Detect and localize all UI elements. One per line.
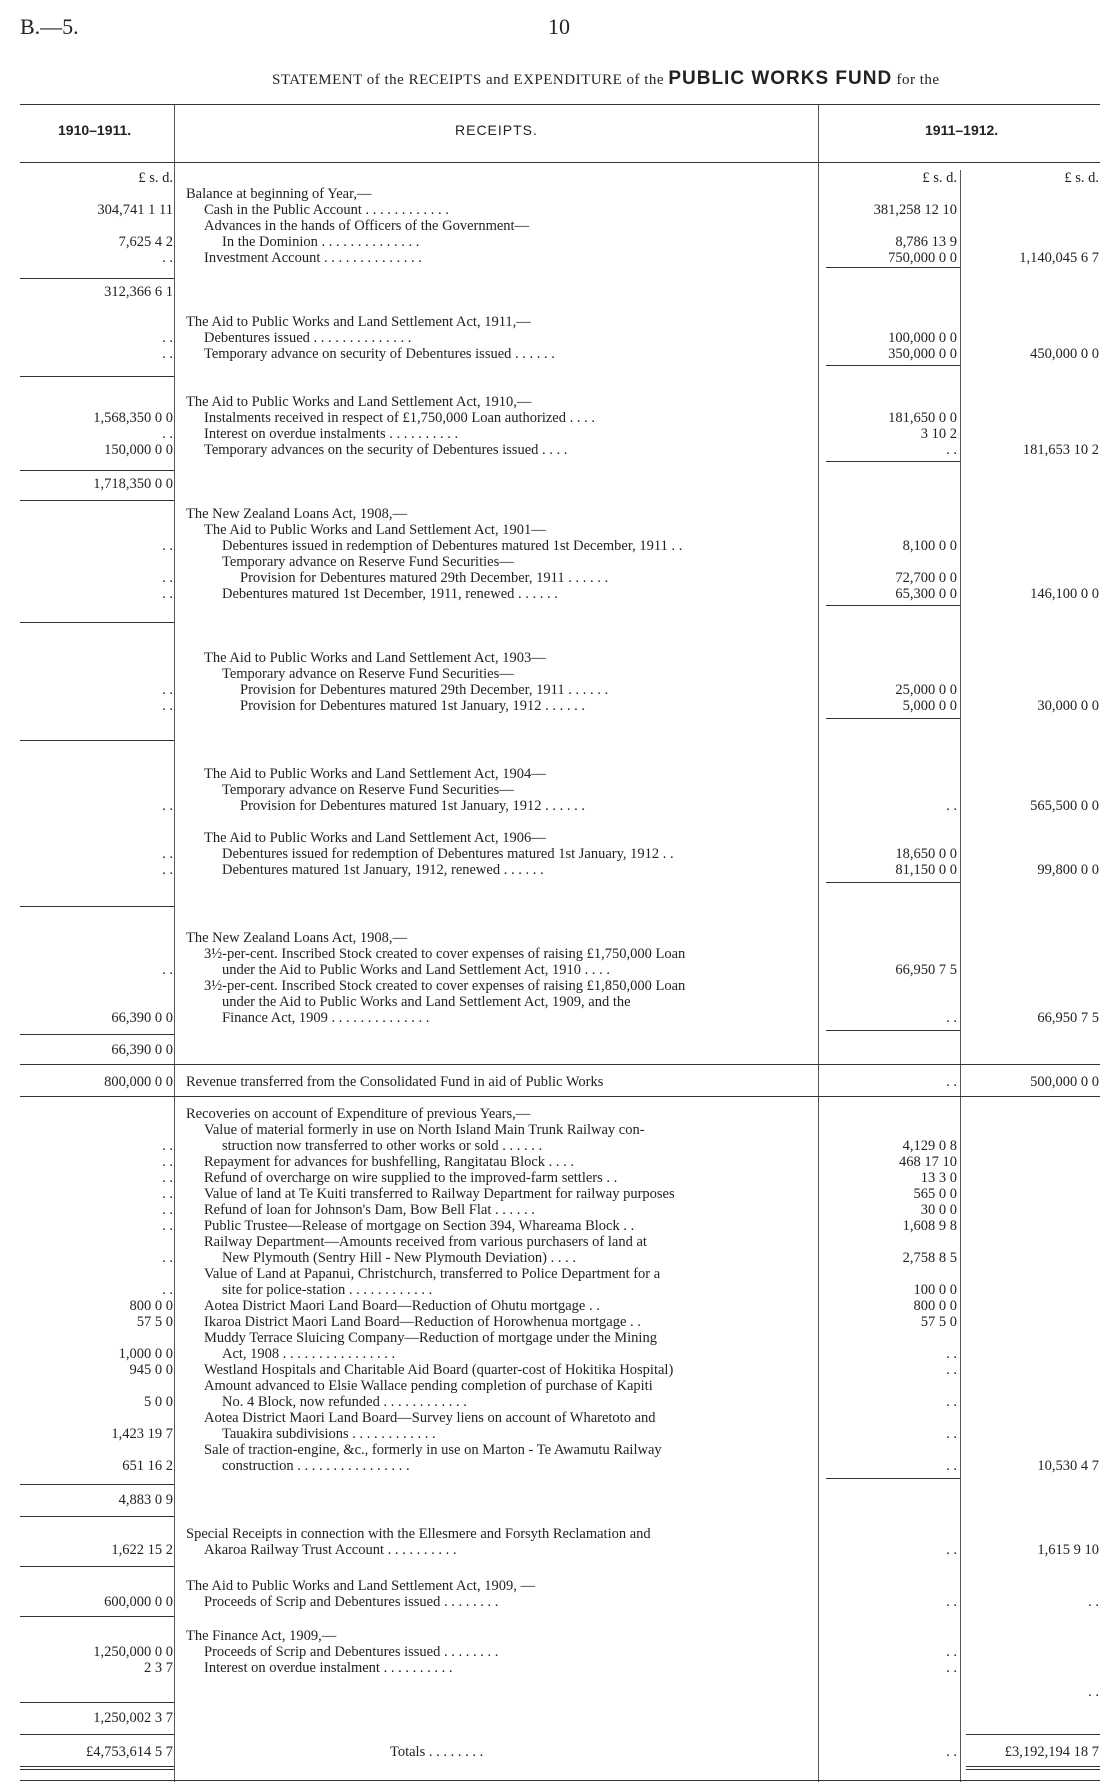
receipt-description: Temporary advance on security of Debentures issued . . . . . . bbox=[204, 346, 555, 362]
amount-1911-1912-total: 99,800 0 0 bbox=[1037, 862, 1099, 878]
totals-cur-year: £3,192,194 18 7 bbox=[1004, 1744, 1099, 1760]
title-suffix: for the bbox=[896, 72, 940, 88]
receipt-description: Finance Act, 1909 . . . . . . . . . . . . . . bbox=[222, 1010, 430, 1026]
receipt-description: New Plymouth (Sentry Hill - New Plymouth Deviation) . . . . bbox=[222, 1250, 577, 1266]
col-header-prev-year: 1910–1911. bbox=[58, 122, 132, 138]
column-divider-3 bbox=[960, 170, 961, 1782]
table-bottom-rule bbox=[20, 1780, 1100, 1781]
receipt-description: Balance at beginning of Year,— bbox=[186, 186, 372, 202]
amount-1911-1912-item: . . bbox=[946, 1394, 957, 1410]
receipt-description: site for police-station . . . . . . . . . . . . bbox=[222, 1282, 433, 1298]
amount-1910-1911: 57 5 0 bbox=[136, 1314, 173, 1330]
sum-rule bbox=[826, 267, 960, 268]
receipt-description: The Finance Act, 1909,— bbox=[186, 1628, 337, 1644]
amount-1910-1911: 600,000 0 0 bbox=[104, 1594, 173, 1610]
currency-header-totals: £ s. d. bbox=[1064, 170, 1099, 186]
amount-1911-1912-item: 57 5 0 bbox=[920, 1314, 957, 1330]
amount-1911-1912-total: 181,653 10 2 bbox=[1022, 442, 1099, 458]
amount-1911-1912-item: . . bbox=[946, 1010, 957, 1026]
sum-rule bbox=[20, 906, 174, 907]
receipt-description: Act, 1908 . . . . . . . . . . . . . . . . bbox=[222, 1346, 396, 1362]
receipt-description: The Aid to Public Works and Land Settlement Act, 1909, — bbox=[186, 1578, 535, 1594]
sum-rule bbox=[826, 605, 960, 606]
amount-1910-1911: . . bbox=[162, 698, 173, 714]
receipt-description: Aotea District Maori Land Board—Survey liens on account of Wharetoto and bbox=[204, 1410, 656, 1426]
amount-1911-1912-item: 4,129 0 8 bbox=[902, 1138, 957, 1154]
amount-1911-1912-item: 8,786 13 9 bbox=[895, 234, 957, 250]
receipt-description: Aotea District Maori Land Board—Reduction of Ohutu mortgage . . bbox=[204, 1298, 600, 1314]
amount-1910-1911: . . bbox=[162, 570, 173, 586]
receipt-description: under the Aid to Public Works and Land Settlement Act, 1910 . . . . bbox=[222, 962, 611, 978]
receipt-description: Refund of loan for Johnson's Dam, Bow Bell Flat . . . . . . bbox=[204, 1202, 535, 1218]
amount-1910-1911: 945 0 0 bbox=[129, 1362, 173, 1378]
receipt-description: Value of Land at Papanui, Christchurch, transferred to Police Department for a bbox=[204, 1266, 661, 1282]
receipt-description: The Aid to Public Works and Land Settlement Act, 1904— bbox=[204, 766, 546, 782]
receipt-description: Ikaroa District Maori Land Board—Reduction of Horowhenua mortgage . . bbox=[204, 1314, 641, 1330]
amount-1910-1911: 1,622 15 2 bbox=[111, 1542, 173, 1558]
receipt-description: 3½-per-cent. Inscribed Stock created to cover expenses of raising £1,750,000 Loan bbox=[204, 946, 686, 962]
sum-rule bbox=[20, 1034, 174, 1035]
amount-1911-1912-item: 750,000 0 0 bbox=[888, 250, 957, 266]
amount-1910-1911: . . bbox=[162, 1282, 173, 1298]
sum-rule bbox=[826, 1478, 960, 1479]
amount-1911-1912-item: 13 3 0 bbox=[920, 1170, 957, 1186]
receipt-description: Debentures issued . . . . . . . . . . . . . . bbox=[204, 330, 412, 346]
title-prefix: STATEMENT of the RECEIPTS and EXPENDITURE of the bbox=[272, 72, 665, 88]
amount-1911-1912-total: 66,950 7 5 bbox=[1037, 1010, 1099, 1026]
receipt-description: Interest on overdue instalment . . . . . . . . . . bbox=[204, 1660, 453, 1676]
receipt-description: Cash in the Public Account . . . . . . . . . . . . bbox=[204, 202, 449, 218]
amount-1910-1911: . . bbox=[162, 250, 173, 266]
receipt-description: Sale of traction-engine, &c., formerly in use on Marton - Te Awamutu Railway bbox=[204, 1442, 662, 1458]
amount-1910-1911: 304,741 1 11 bbox=[97, 202, 173, 218]
amount-1910-1911: . . bbox=[162, 1154, 173, 1170]
receipt-description: The New Zealand Loans Act, 1908,— bbox=[186, 506, 408, 522]
double-rule bbox=[966, 1769, 1100, 1770]
amount-1910-1911: . . bbox=[162, 1202, 173, 1218]
receipt-description: Akaroa Railway Trust Account . . . . . . . . . . bbox=[204, 1542, 457, 1558]
receipt-description: Railway Department—Amounts received from various purchasers of land at bbox=[204, 1234, 647, 1250]
receipt-description: The Aid to Public Works and Land Settlement Act, 1910,— bbox=[186, 394, 532, 410]
receipt-description: Repayment for advances for bushfelling, Rangitatau Block . . . . bbox=[204, 1154, 575, 1170]
receipt-description: Provision for Debentures matured 29th December, 1911 . . . . . . bbox=[240, 570, 609, 586]
sum-rule bbox=[20, 1516, 174, 1517]
receipt-description: Interest on overdue instalments . . . . . . . . . . bbox=[204, 426, 459, 442]
amount-1911-1912-item: . . bbox=[946, 1458, 957, 1474]
amount-1910-1911: . . bbox=[162, 682, 173, 698]
receipt-description: construction . . . . . . . . . . . . . . . . bbox=[222, 1458, 410, 1474]
receipt-description: The Aid to Public Works and Land Settlement Act, 1906— bbox=[204, 830, 546, 846]
statement-title bbox=[272, 68, 940, 90]
sum-rule bbox=[966, 1734, 1100, 1735]
amount-1911-1912-total: 1,615 9 10 bbox=[1037, 1542, 1099, 1558]
totals-label: Totals . . . . . . . . bbox=[390, 1744, 484, 1760]
amount-1910-1911: 800 0 0 bbox=[129, 1298, 173, 1314]
amount-1910-1911: 1,423 19 7 bbox=[111, 1426, 173, 1442]
receipt-description: Proceeds of Scrip and Debentures issued . . . . . . . . bbox=[204, 1644, 499, 1660]
amount-1910-1911: 66,390 0 0 bbox=[111, 1042, 173, 1058]
header-bottom-rule bbox=[20, 162, 1100, 163]
receipt-description: The Aid to Public Works and Land Settlement Act, 1911,— bbox=[186, 314, 531, 330]
receipt-description: In the Dominion . . . . . . . . . . . . . . bbox=[222, 234, 420, 250]
page-number: 10 bbox=[548, 14, 570, 39]
amount-1911-1912-item: . . bbox=[946, 1660, 957, 1676]
receipt-description: Provision for Debentures matured 1st January, 1912 . . . . . . bbox=[240, 798, 585, 814]
sum-rule bbox=[20, 500, 174, 501]
receipt-description: Debentures issued in redemption of Debentures matured 1st December, 1911 . . bbox=[222, 538, 683, 554]
amount-1911-1912-item: 565 0 0 bbox=[913, 1186, 957, 1202]
receipt-description: Instalments received in respect of £1,750,000 Loan authorized . . . . bbox=[204, 410, 595, 426]
amount-1911-1912-total: . . bbox=[1088, 1684, 1099, 1700]
receipt-description: Temporary advance on Reserve Fund Securities— bbox=[222, 666, 514, 682]
receipt-description: Debentures matured 1st January, 1912, renewed . . . . . . bbox=[222, 862, 544, 878]
receipt-description: 3½-per-cent. Inscribed Stock created to cover expenses of raising £1,850,000 Loan bbox=[204, 978, 686, 994]
sum-rule bbox=[20, 740, 174, 741]
amount-1911-1912-item: 66,950 7 5 bbox=[895, 962, 957, 978]
amount-1911-1912-item: 181,650 0 0 bbox=[888, 410, 957, 426]
amount-1911-1912-item: . . bbox=[946, 1594, 957, 1610]
amount-1911-1912-total: 450,000 0 0 bbox=[1030, 346, 1099, 362]
currency-header-prev: £ s. d. bbox=[138, 170, 173, 186]
amount-1910-1911: 4,883 0 9 bbox=[118, 1492, 173, 1508]
amount-1911-1912-item: 2,758 8 5 bbox=[902, 1250, 957, 1266]
amount-1910-1911: . . bbox=[162, 962, 173, 978]
sum-rule bbox=[826, 718, 960, 719]
receipt-description: Westland Hospitals and Charitable Aid Board (quarter-cost of Hokitika Hospital) bbox=[204, 1362, 674, 1378]
sum-rule bbox=[20, 470, 174, 471]
amount-1911-1912-item: 30 0 0 bbox=[920, 1202, 957, 1218]
amount-1911-1912-total: 10,530 4 7 bbox=[1037, 1458, 1099, 1474]
amount-1911-1912-item: 100 0 0 bbox=[913, 1282, 957, 1298]
amount-1910-1911: . . bbox=[162, 346, 173, 362]
receipt-description: Public Trustee—Release of mortgage on Section 394, Whareama Block . . bbox=[204, 1218, 635, 1234]
amount-1911-1912-item: . . bbox=[946, 442, 957, 458]
column-divider-1 bbox=[174, 105, 175, 1782]
amount-1911-1912-item: . . bbox=[946, 1644, 957, 1660]
receipt-description: struction now transferred to other works or sold . . . . . . bbox=[222, 1138, 543, 1154]
amount-1910-1911: 1,250,000 0 0 bbox=[93, 1644, 173, 1660]
receipt-description: Provision for Debentures matured 1st January, 1912 . . . . . . bbox=[240, 698, 585, 714]
amount-1911-1912-item: . . bbox=[946, 1074, 957, 1090]
amount-1910-1911: 800,000 0 0 bbox=[104, 1074, 173, 1090]
sum-rule bbox=[20, 1616, 174, 1617]
amount-1910-1911: . . bbox=[162, 862, 173, 878]
sum-rule bbox=[20, 1566, 174, 1567]
amount-1910-1911: 1,000 0 0 bbox=[118, 1346, 173, 1362]
amount-1911-1912-item: 81,150 0 0 bbox=[895, 862, 957, 878]
amount-1910-1911: . . bbox=[162, 1138, 173, 1154]
amount-1910-1911: 150,000 0 0 bbox=[104, 442, 173, 458]
receipt-description: Proceeds of Scrip and Debentures issued . . . . . . . . bbox=[204, 1594, 499, 1610]
amount-1911-1912-total: 1,140,045 6 7 bbox=[1019, 250, 1099, 266]
amount-1910-1911: . . bbox=[162, 1218, 173, 1234]
amount-1911-1912-item: 1,608 9 8 bbox=[902, 1218, 957, 1234]
receipt-description: Value of land at Te Kuiti transferred to Railway Department for railway purposes bbox=[204, 1186, 675, 1202]
receipt-description: Amount advanced to Elsie Wallace pending completion of purchase of Kapiti bbox=[204, 1378, 653, 1394]
amount-1910-1911: 1,718,350 0 0 bbox=[93, 476, 173, 492]
receipt-description: Temporary advance on Reserve Fund Securities— bbox=[222, 554, 514, 570]
column-divider-2 bbox=[818, 105, 819, 1782]
sum-rule bbox=[20, 376, 174, 377]
double-rule bbox=[20, 1769, 174, 1770]
receipt-description: Refund of overcharge on wire supplied to the improved-farm settlers . . bbox=[204, 1170, 618, 1186]
receipt-description: Recoveries on account of Expenditure of previous Years,— bbox=[186, 1106, 531, 1122]
double-rule bbox=[20, 1766, 174, 1767]
amount-1911-1912-item: . . bbox=[946, 1362, 957, 1378]
receipt-description: The New Zealand Loans Act, 1908,— bbox=[186, 930, 408, 946]
amount-1911-1912-item: 72,700 0 0 bbox=[895, 570, 957, 586]
receipt-description: Debentures issued for redemption of Debentures matured 1st January, 1912 . . bbox=[222, 846, 674, 862]
amount-1910-1911: 1,568,350 0 0 bbox=[93, 410, 173, 426]
col-header-cur-year: 1911–1912. bbox=[925, 122, 999, 138]
amount-1910-1911: 5 0 0 bbox=[144, 1394, 173, 1410]
amount-1911-1912-item: 381,258 12 10 bbox=[873, 202, 957, 218]
currency-header-items: £ s. d. bbox=[922, 170, 957, 186]
sum-rule bbox=[20, 1484, 174, 1485]
title-bold: PUBLIC WORKS FUND bbox=[668, 68, 893, 89]
amount-1911-1912-item: 18,650 0 0 bbox=[895, 846, 957, 862]
amount-1910-1911: 2 3 7 bbox=[144, 1660, 173, 1676]
section-rule bbox=[20, 1064, 1100, 1065]
sum-rule bbox=[826, 1030, 960, 1031]
amount-1911-1912-item: . . bbox=[946, 1542, 957, 1558]
amount-1911-1912-total: 500,000 0 0 bbox=[1030, 1074, 1099, 1090]
receipt-description: Tauakira subdivisions . . . . . . . . . . . . bbox=[222, 1426, 436, 1442]
amount-1910-1911: 312,366 6 1 bbox=[104, 284, 173, 300]
amount-1910-1911: . . bbox=[162, 1186, 173, 1202]
receipt-description: The Aid to Public Works and Land Settlement Act, 1903— bbox=[204, 650, 546, 666]
amount-1910-1911: . . bbox=[162, 330, 173, 346]
amount-1910-1911: . . bbox=[162, 426, 173, 442]
amount-1911-1912-item: 468 17 10 bbox=[899, 1154, 957, 1170]
receipt-description: Advances in the hands of Officers of the Government— bbox=[204, 218, 530, 234]
sum-rule bbox=[20, 278, 174, 279]
amount-1911-1912-item: 8,100 0 0 bbox=[902, 538, 957, 554]
amount-1910-1911: . . bbox=[162, 586, 173, 602]
amount-1911-1912-total: 30,000 0 0 bbox=[1037, 698, 1099, 714]
amount-1910-1911: . . bbox=[162, 1170, 173, 1186]
receipt-description: The Aid to Public Works and Land Settlement Act, 1901— bbox=[204, 522, 546, 538]
receipt-description: Temporary advance on Reserve Fund Securities— bbox=[222, 782, 514, 798]
amount-1910-1911: . . bbox=[162, 798, 173, 814]
col-header-receipts: RECEIPTS. bbox=[455, 122, 538, 138]
amount-1910-1911: 66,390 0 0 bbox=[111, 1010, 173, 1026]
document-reference: B.—5. bbox=[20, 14, 79, 39]
header-top-rule bbox=[20, 104, 1100, 105]
receipt-description: No. 4 Block, now refunded . . . . . . . . . . . . bbox=[222, 1394, 467, 1410]
receipt-description: Temporary advances on the security of Debentures issued . . . . bbox=[204, 442, 568, 458]
receipt-description: Muddy Terrace Sluicing Company—Reduction of mortgage under the Mining bbox=[204, 1330, 657, 1346]
receipt-description: Provision for Debentures matured 29th December, 1911 . . . . . . bbox=[240, 682, 609, 698]
sum-rule bbox=[826, 365, 960, 366]
receipt-description: Value of material formerly in use on North Island Main Trunk Railway con- bbox=[204, 1122, 645, 1138]
receipt-description: Special Receipts in connection with the Ellesmere and Forsyth Reclamation and bbox=[186, 1526, 651, 1542]
amount-1910-1911: 7,625 4 2 bbox=[118, 234, 173, 250]
double-rule bbox=[966, 1766, 1100, 1767]
amount-1911-1912-total: 565,500 0 0 bbox=[1030, 798, 1099, 814]
amount-1911-1912-item: 350,000 0 0 bbox=[888, 346, 957, 362]
amount-1911-1912-item: 3 10 2 bbox=[920, 426, 957, 442]
sum-rule bbox=[20, 1702, 174, 1703]
sum-rule bbox=[20, 622, 174, 623]
amount-1911-1912-item: 5,000 0 0 bbox=[902, 698, 957, 714]
totals-prev-year: £4,753,614 5 7 bbox=[86, 1744, 173, 1760]
sum-rule bbox=[20, 1734, 174, 1735]
amount-1911-1912-item: 25,000 0 0 bbox=[895, 682, 957, 698]
amount-1910-1911: . . bbox=[162, 538, 173, 554]
amount-1911-1912-item: . . bbox=[946, 1426, 957, 1442]
amount-1911-1912-total: . . bbox=[1088, 1594, 1099, 1610]
amount-1911-1912-item: 65,300 0 0 bbox=[895, 586, 957, 602]
receipt-description: Debentures matured 1st December, 1911, renewed . . . . . . bbox=[222, 586, 558, 602]
amount-1911-1912-item: 800 0 0 bbox=[913, 1298, 957, 1314]
sum-rule bbox=[826, 882, 960, 883]
amount-1911-1912-total: 146,100 0 0 bbox=[1030, 586, 1099, 602]
sum-rule bbox=[826, 461, 960, 462]
amount-1911-1912-item: . . bbox=[946, 798, 957, 814]
section-rule bbox=[20, 1096, 1100, 1097]
amount-1910-1911: . . bbox=[162, 846, 173, 862]
amount-1910-1911: . . bbox=[162, 1250, 173, 1266]
amount-1911-1912-item: . . bbox=[946, 1346, 957, 1362]
amount-1910-1911: 1,250,002 3 7 bbox=[93, 1710, 173, 1726]
receipt-description: Investment Account . . . . . . . . . . . . . . bbox=[204, 250, 422, 266]
amount-1910-1911: 651 16 2 bbox=[122, 1458, 173, 1474]
receipt-description: Revenue transferred from the Consolidated Fund in aid of Public Works bbox=[186, 1074, 604, 1090]
amount-1911-1912-item: 100,000 0 0 bbox=[888, 330, 957, 346]
receipt-description: under the Aid to Public Works and Land Settlement Act, 1909, and the bbox=[222, 994, 631, 1010]
totals-items: . . bbox=[946, 1744, 957, 1760]
